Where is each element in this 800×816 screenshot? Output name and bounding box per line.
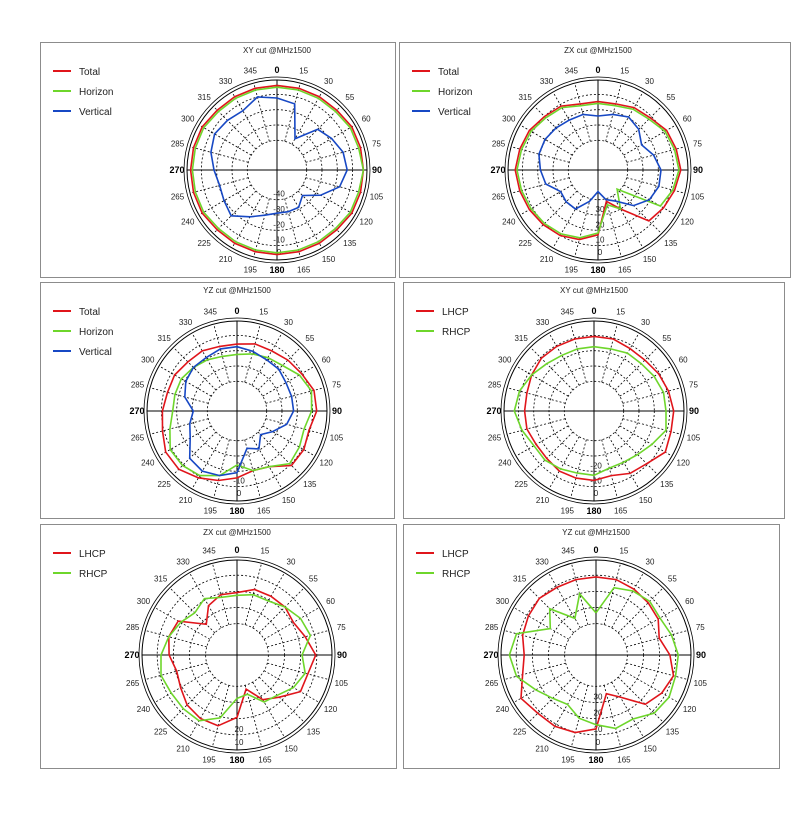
grid-spoke	[232, 196, 262, 248]
angle-tick-label: 300	[498, 355, 512, 365]
angle-tick-label: 180	[269, 265, 285, 275]
angle-tick-label: 180	[229, 755, 245, 765]
angle-tick-label: 210	[535, 744, 549, 754]
grid-spoke	[212, 685, 228, 746]
angle-tick-label: 60	[321, 355, 331, 365]
polar-chart-5	[41, 525, 398, 770]
grid-spoke	[145, 630, 206, 646]
series-line-rhcp	[509, 588, 678, 729]
angle-tick-label: 150	[281, 496, 296, 506]
radial-tick-label: 30	[593, 692, 603, 702]
angle-tick-label: 75	[372, 139, 381, 149]
angle-tick-label: 315	[518, 93, 532, 103]
angle-tick-label: 75	[695, 623, 705, 633]
grid-spoke	[529, 677, 574, 722]
chart-title: ZX cut @MHz1500	[564, 46, 632, 55]
angle-tick-label: 30	[324, 76, 333, 86]
angle-tick-label: 195	[202, 755, 216, 765]
angle-tick-label: 285	[491, 139, 506, 149]
legend-label-rhcp: RHCP	[79, 569, 108, 580]
chart-panel-2	[399, 42, 791, 278]
angle-tick-label: 210	[178, 496, 193, 506]
grid-spoke	[606, 83, 622, 141]
radial-tick-label: -40	[273, 189, 285, 199]
radial-tick-label: 20	[593, 708, 603, 718]
angle-tick-label: 0	[234, 306, 240, 316]
grid-spoke	[615, 432, 658, 475]
angle-tick-label: 135	[343, 238, 357, 248]
angle-tick-label: 105	[334, 678, 348, 688]
angle-tick-label: 120	[680, 217, 694, 227]
grid-spoke	[298, 191, 341, 234]
grid-spoke	[604, 563, 620, 624]
angle-tick-label: 195	[243, 265, 258, 275]
angle-tick-label: 315	[157, 334, 171, 344]
angle-tick-label: 285	[170, 139, 185, 149]
grid-spoke	[253, 682, 285, 737]
radial-tick-label: 20	[234, 724, 244, 734]
angle-tick-label: 265	[487, 433, 502, 443]
chart-panel-3	[40, 282, 395, 519]
radial-tick-label: 10	[234, 738, 244, 747]
angle-tick-label: 180	[586, 506, 602, 516]
angle-tick-label: 55	[666, 93, 676, 103]
grid-spoke	[213, 191, 256, 234]
chart-panel-6	[403, 524, 780, 769]
legend-label-horizon: Horizon	[438, 87, 473, 98]
angle-tick-label: 210	[539, 255, 554, 265]
legend-label-horizon: Horizon	[79, 87, 114, 98]
chart-title: XY cut @MHz1500	[242, 46, 312, 55]
angle-tick-label: 30	[645, 557, 655, 567]
angle-tick-label: 60	[678, 355, 688, 365]
legend-label-rhcp: RHCP	[442, 327, 471, 338]
angle-tick-label: 30	[641, 317, 650, 327]
angle-tick-label: 195	[560, 506, 575, 516]
angle-tick-label: 120	[682, 705, 697, 714]
angle-tick-label: 240	[181, 217, 195, 227]
angle-tick-label: 195	[564, 265, 579, 275]
angle-tick-label: 210	[176, 744, 190, 754]
chart-panel-5	[40, 524, 397, 769]
polar-chart-6	[404, 525, 781, 770]
angle-tick-label: 345	[561, 546, 575, 556]
chart-title: YZ cut @MHz1500	[203, 286, 271, 295]
polar-chart-4	[404, 283, 786, 520]
angle-tick-label: 15	[616, 307, 626, 317]
angle-tick-label: 150	[284, 744, 298, 754]
angle-tick-label: 60	[361, 114, 371, 124]
legend-label-total: Total	[438, 67, 460, 78]
grid-spoke	[306, 147, 364, 163]
polar-chart-3	[41, 283, 396, 520]
angle-tick-label: 265	[491, 192, 506, 202]
angle-tick-label: 55	[667, 574, 677, 584]
angle-tick-label: 240	[502, 217, 516, 227]
angle-tick-label: 165	[296, 265, 311, 275]
angle-tick-label: 0	[274, 65, 280, 75]
grid-spoke	[612, 573, 644, 628]
grid-spoke	[571, 440, 587, 498]
angle-tick-label: 285	[130, 380, 145, 390]
grid-spoke	[267, 663, 328, 679]
angle-tick-label: 90	[695, 650, 707, 660]
angle-tick-label: 105	[329, 433, 344, 443]
grid-spoke	[507, 419, 565, 435]
grid-spoke	[612, 682, 644, 737]
angle-tick-label: 315	[512, 574, 527, 584]
angle-tick-label: 150	[638, 496, 653, 506]
legend-label-total: Total	[79, 307, 101, 318]
angle-tick-label: 315	[197, 93, 211, 103]
angle-tick-label: 210	[535, 496, 550, 506]
grid-spoke	[214, 324, 230, 382]
angle-tick-label: 135	[660, 479, 674, 489]
angle-tick-label: 315	[514, 334, 528, 344]
radial-tick-label: -20	[273, 220, 285, 230]
angle-tick-label: 285	[126, 623, 140, 633]
grid-spoke	[619, 106, 662, 149]
series-line-vertical	[539, 114, 661, 209]
polar-grid	[495, 557, 694, 753]
grid-spoke	[618, 677, 663, 722]
angle-tick-label: 15	[299, 66, 309, 76]
angle-tick-label: 55	[662, 334, 672, 344]
grid-spoke	[254, 199, 270, 257]
angle-tick-label: 165	[617, 755, 631, 765]
angle-tick-label: 135	[665, 727, 680, 737]
angle-tick-label: 75	[336, 623, 346, 633]
angle-tick-label: 180	[588, 755, 604, 765]
grid-spoke	[553, 92, 583, 144]
legend-label-vertical: Vertical	[438, 107, 471, 118]
legend-label-vertical: Vertical	[79, 107, 112, 118]
angle-tick-label: 330	[535, 317, 550, 327]
angle-tick-label: 165	[258, 755, 272, 765]
angle-tick-label: 0	[593, 545, 599, 555]
grid-spoke	[571, 685, 587, 746]
angle-tick-label: 60	[326, 597, 335, 606]
angle-tick-label: 285	[487, 380, 502, 390]
grid-spoke	[534, 191, 577, 234]
radial-tick-label: -30	[273, 205, 285, 214]
angle-tick-label: 345	[243, 66, 258, 76]
grid-spoke	[150, 419, 208, 435]
angle-tick-label: 345	[202, 546, 216, 556]
angle-tick-label: 150	[643, 744, 657, 754]
grid-spoke	[267, 630, 328, 646]
radial-tick-label: -10	[273, 235, 285, 245]
chart-panel-4	[403, 282, 785, 519]
grid-spoke	[507, 388, 565, 404]
radial-tick-label: 0	[276, 248, 282, 257]
angle-tick-label: 330	[218, 76, 233, 86]
chart-panel-1	[40, 42, 396, 278]
angle-tick-label: 165	[256, 506, 271, 516]
angle-tick-label: 150	[321, 255, 336, 265]
angle-tick-label: 270	[129, 406, 145, 416]
angle-tick-label: 345	[560, 307, 575, 317]
angle-tick-label: 225	[197, 238, 211, 248]
angle-tick-label: 345	[203, 307, 218, 317]
angle-tick-label: 345	[564, 66, 579, 76]
legend-label-lhcp: LHCP	[79, 549, 106, 560]
radial-tick-label: 30	[595, 205, 605, 214]
angle-tick-label: 90	[371, 165, 383, 175]
angle-tick-label: 120	[319, 458, 333, 468]
angle-tick-label: 330	[535, 557, 549, 567]
chart-title: XY cut @MHz1500	[559, 286, 629, 295]
grid-spoke	[549, 437, 579, 489]
angle-tick-label: 265	[170, 192, 185, 202]
angle-tick-label: 300	[495, 597, 510, 606]
angle-tick-label: 330	[539, 76, 554, 86]
grid-spoke	[150, 388, 208, 404]
angle-tick-label: 55	[305, 334, 315, 344]
angle-tick-label: 90	[331, 406, 343, 416]
angle-tick-label: 120	[323, 705, 338, 714]
angle-tick-label: 105	[693, 678, 707, 688]
grid-spoke	[571, 324, 587, 382]
grid-spoke	[190, 147, 248, 163]
grid-spoke	[623, 608, 678, 640]
angle-tick-label: 30	[645, 76, 654, 86]
angle-tick-label: 55	[308, 574, 318, 584]
chart-title: YZ cut @MHz1500	[562, 528, 630, 537]
angle-tick-label: 15	[260, 546, 270, 556]
legend-label-horizon: Horizon	[79, 327, 114, 338]
angle-tick-label: 225	[518, 238, 532, 248]
angle-tick-label: 105	[686, 433, 701, 443]
grid-spoke	[155, 671, 210, 703]
grid-spoke	[285, 83, 301, 141]
angle-tick-label: 225	[512, 727, 527, 737]
grid-spoke	[626, 663, 687, 679]
radial-tick-label: -10	[590, 476, 602, 486]
angle-tick-label: 105	[690, 192, 705, 202]
legend-label-lhcp: LHCP	[442, 307, 469, 318]
angle-tick-label: 165	[613, 506, 628, 516]
radial-tick-label: -20	[233, 461, 245, 471]
angle-tick-label: 240	[495, 705, 510, 714]
angle-tick-label: 240	[498, 458, 512, 468]
angle-tick-label: 270	[486, 406, 502, 416]
angle-tick-label: 120	[676, 458, 690, 468]
angle-tick-label: 90	[692, 165, 704, 175]
grid-spoke	[214, 440, 230, 498]
angle-tick-label: 15	[620, 66, 630, 76]
polar-chart-2	[400, 43, 792, 279]
angle-tick-label: 195	[203, 506, 218, 516]
angle-tick-label: 180	[229, 506, 245, 516]
angle-tick-label: 195	[561, 755, 575, 765]
angle-tick-label: 135	[664, 238, 678, 248]
angle-tick-label: 150	[642, 255, 657, 265]
angle-tick-label: 270	[490, 165, 506, 175]
legend-label-rhcp: RHCP	[442, 569, 471, 580]
grid-spoke	[173, 432, 216, 475]
angle-tick-label: 15	[619, 546, 629, 556]
angle-tick-label: 75	[689, 380, 698, 390]
angle-tick-label: 240	[136, 705, 151, 714]
grid-spoke	[254, 83, 270, 141]
angle-tick-label: 135	[303, 479, 317, 489]
angle-tick-label: 270	[169, 165, 185, 175]
grid-spoke	[575, 83, 591, 141]
radial-tick-label: 0	[597, 248, 603, 257]
grid-spoke	[623, 388, 681, 404]
angle-tick-label: 300	[181, 114, 195, 124]
angle-tick-label: 330	[178, 317, 193, 327]
angle-tick-label: 330	[176, 557, 190, 567]
grid-spoke	[530, 432, 573, 475]
angle-tick-label: 0	[595, 65, 601, 75]
angle-tick-label: 315	[153, 574, 168, 584]
angle-tick-label: 30	[284, 317, 293, 327]
angle-tick-label: 210	[218, 255, 233, 265]
grid-spoke	[232, 92, 262, 144]
angle-tick-label: 240	[141, 458, 155, 468]
grid-spoke	[623, 671, 678, 703]
angle-tick-label: 30	[286, 557, 296, 567]
radial-tick-label: 10	[595, 235, 605, 245]
angle-tick-label: 225	[153, 727, 168, 737]
series-line-lhcp	[525, 336, 674, 480]
radial-tick-label: 0	[236, 489, 242, 498]
radial-tick-label: -20	[590, 461, 602, 471]
grid-spoke	[626, 630, 687, 646]
grid-spoke	[306, 178, 364, 194]
angle-tick-label: 60	[682, 114, 692, 124]
radial-tick-label: 10	[593, 724, 603, 734]
angle-tick-label: 265	[485, 678, 499, 688]
series-line-lhcp	[169, 590, 316, 726]
angle-tick-label: 285	[485, 623, 499, 633]
angle-tick-label: 55	[345, 93, 355, 103]
angle-tick-label: 135	[306, 727, 321, 737]
angle-tick-label: 270	[483, 650, 499, 660]
angle-tick-label: 75	[693, 139, 702, 149]
angle-tick-label: 270	[124, 650, 140, 660]
grid-spoke	[529, 588, 574, 633]
legend-label-total: Total	[79, 67, 101, 78]
radial-tick-label: 0	[595, 738, 601, 747]
angle-tick-label: 300	[136, 597, 151, 606]
angle-tick-label: 120	[359, 217, 373, 227]
angle-tick-label: 75	[332, 380, 341, 390]
grid-spoke	[266, 419, 324, 435]
angle-tick-label: 180	[590, 265, 606, 275]
angle-tick-label: 0	[591, 306, 597, 316]
grid-spoke	[602, 324, 618, 382]
angle-tick-label: 0	[234, 545, 240, 555]
chart-title: ZX cut @MHz1500	[203, 528, 271, 537]
angle-tick-label: 105	[369, 192, 384, 202]
angle-tick-label: 265	[130, 433, 145, 443]
angle-tick-label: 225	[157, 479, 171, 489]
angle-tick-label: 300	[141, 355, 155, 365]
angle-tick-label: 300	[502, 114, 516, 124]
legend-label-vertical: Vertical	[79, 347, 112, 358]
angle-tick-label: 60	[685, 597, 694, 606]
polar-chart-1	[41, 43, 397, 279]
angle-tick-label: 165	[617, 265, 632, 275]
angle-tick-label: 265	[126, 678, 140, 688]
radial-tick-label: 0	[593, 489, 599, 498]
radial-tick-label: 20	[595, 220, 605, 230]
angle-tick-label: 90	[688, 406, 700, 416]
radial-tick-label: -10	[233, 476, 245, 486]
legend-label-lhcp: LHCP	[442, 549, 469, 560]
angle-tick-label: 15	[259, 307, 269, 317]
angle-tick-label: 225	[514, 479, 528, 489]
angle-tick-label: 90	[336, 650, 348, 660]
